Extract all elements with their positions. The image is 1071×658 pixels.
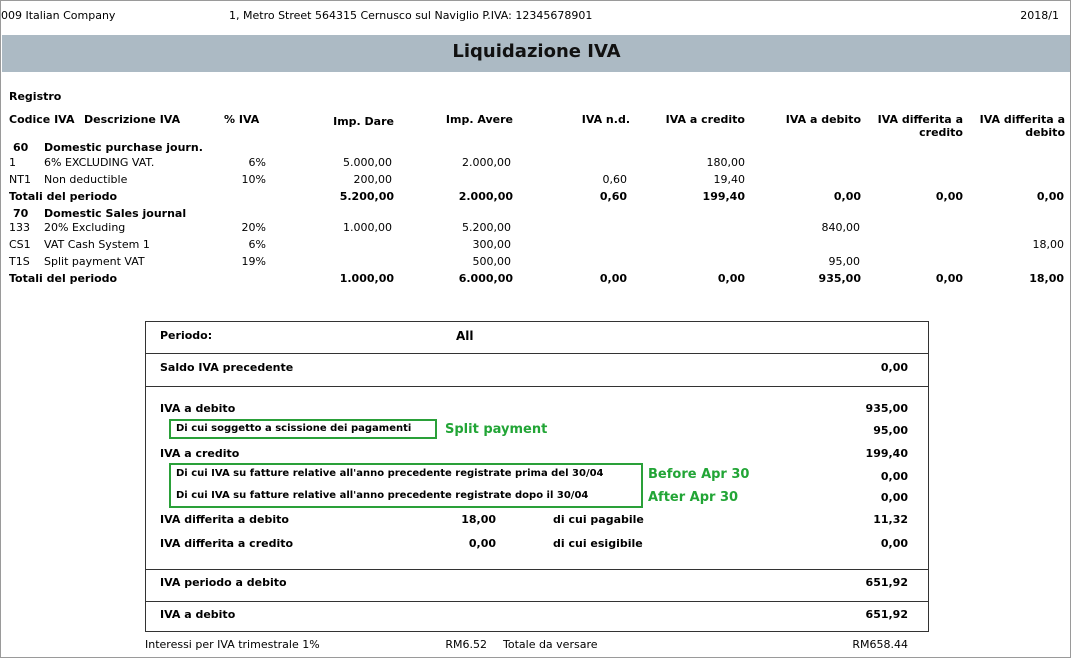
row-debito: 95,00: [828, 255, 860, 268]
interessi-value: RM6.52: [445, 638, 487, 651]
report-title: Liquidazione IVA: [452, 41, 621, 62]
row-dare: 1.000,00: [343, 221, 392, 234]
esigibile-label: di cui esigibile: [553, 537, 643, 550]
col-header-diff-credito-1: IVA differita a: [877, 113, 963, 126]
col-header-diff-debito-1: IVA differita a: [979, 113, 1065, 126]
group-code: 70: [13, 207, 29, 220]
totale-label: Totale da versare: [503, 638, 598, 651]
row-avere: 300,00: [472, 238, 511, 251]
periodo-debito-label: IVA periodo a debito: [160, 576, 287, 589]
row-desc: 20% Excluding: [44, 221, 126, 234]
col-header-credito: IVA a credito: [665, 113, 745, 126]
debito-label: IVA a debito: [160, 402, 236, 415]
row-code: T1S: [9, 255, 30, 268]
periodo-debito-value: 651,92: [865, 576, 908, 589]
col-header-pct: % IVA: [224, 113, 260, 126]
interessi-label: Interessi per IVA trimestrale 1%: [145, 638, 320, 651]
col-header-avere: Imp. Avere: [445, 113, 513, 126]
saldo-value: 0,00: [880, 361, 908, 374]
divider: [145, 386, 929, 387]
pagabile-label: di cui pagabile: [553, 513, 644, 526]
row-pct: 19%: [241, 255, 266, 268]
periodo-label: Periodo:: [160, 329, 213, 342]
row-code: 133: [9, 221, 30, 234]
debito-value: 935,00: [865, 402, 908, 415]
annotation-after: After Apr 30: [648, 490, 739, 505]
pagabile-value: 11,32: [873, 513, 908, 526]
company-address: 1, Metro Street 564315 Cernusco sul Naviglio P.IVA: 12345678901: [229, 9, 593, 22]
col-header-diff-credito-2: credito: [919, 126, 963, 139]
col-header-debito: IVA a debito: [785, 113, 861, 126]
row-credito: 19,40: [713, 173, 745, 186]
prima-value: 0,00: [880, 470, 908, 483]
total-diff-debito: 0,00: [1036, 190, 1064, 203]
report-period: 2018/1: [1020, 9, 1059, 22]
row-dare: 5.000,00: [343, 156, 392, 169]
annotation-split-payment: Split payment: [445, 422, 548, 437]
divider: [145, 601, 929, 602]
totale-value: RM658.44: [852, 638, 908, 651]
credito-value: 199,40: [865, 447, 908, 460]
col-header-desc: Descrizione IVA: [84, 113, 181, 126]
group-name: Domestic Sales journal: [44, 207, 187, 220]
row-dare: 200,00: [353, 173, 392, 186]
row-code: NT1: [9, 173, 31, 186]
total-credito: 0,00: [717, 272, 745, 285]
credito-label: IVA a credito: [160, 447, 240, 460]
company-name: 009 Italian Company: [1, 9, 116, 22]
row-pct: 10%: [241, 173, 266, 186]
diff-credito-value: 0,00: [468, 537, 496, 550]
total-dare: 1.000,00: [339, 272, 394, 285]
periodo-value: All: [456, 329, 474, 343]
row-desc: VAT Cash System 1: [44, 238, 150, 251]
row-pct: 6%: [248, 238, 266, 251]
scissione-label: Di cui soggetto a scissione dei pagamenti: [176, 423, 412, 434]
total-label: Totali del periodo: [9, 190, 118, 203]
row-credito: 180,00: [706, 156, 745, 169]
divider: [145, 569, 929, 570]
row-pct: 6%: [248, 156, 266, 169]
diff-debito-value: 18,00: [461, 513, 496, 526]
divider: [145, 631, 929, 632]
diff-debito-label: IVA differita a debito: [160, 513, 289, 526]
col-header-dare: Imp. Dare: [333, 115, 394, 128]
row-desc: Non deductible: [44, 173, 128, 186]
prima-label: Di cui IVA su fatture relative all'anno precedente registrate prima del 30/04: [176, 468, 604, 479]
row-debito: 840,00: [821, 221, 860, 234]
row-pct: 20%: [241, 221, 266, 234]
annotation-before: Before Apr 30: [648, 467, 750, 482]
total-dare: 5.200,00: [339, 190, 394, 203]
total-debito: 0,00: [833, 190, 861, 203]
row-code: 1: [9, 156, 16, 169]
col-header-code: Codice IVA: [9, 113, 75, 126]
row-avere: 500,00: [472, 255, 511, 268]
total-credito: 199,40: [702, 190, 745, 203]
row-avere: 5.200,00: [462, 221, 511, 234]
dopo-label: Di cui IVA su fatture relative all'anno precedente registrate dopo il 30/04: [176, 490, 589, 501]
total-diff-credito: 0,00: [935, 190, 963, 203]
dopo-value: 0,00: [880, 491, 908, 504]
divider: [145, 353, 929, 354]
diff-credito-label: IVA differita a credito: [160, 537, 294, 550]
row-avere: 2.000,00: [462, 156, 511, 169]
saldo-label: Saldo IVA precedente: [160, 361, 294, 374]
final-debito-label: IVA a debito: [160, 608, 236, 621]
total-nd: 0,60: [599, 190, 627, 203]
col-header-diff-debito-2: debito: [1025, 126, 1065, 139]
row-code: CS1: [9, 238, 31, 251]
col-header-nd: IVA n.d.: [581, 113, 630, 126]
row-diff-debito: 18,00: [1032, 238, 1064, 251]
total-avere: 2.000,00: [458, 190, 513, 203]
total-nd: 0,00: [599, 272, 627, 285]
total-avere: 6.000,00: [458, 272, 513, 285]
total-label: Totali del periodo: [9, 272, 118, 285]
row-desc: 6% EXCLUDING VAT.: [44, 156, 155, 169]
esigibile-value: 0,00: [880, 537, 908, 550]
group-code: 60: [13, 141, 29, 154]
scissione-value: 95,00: [873, 424, 908, 437]
total-diff-debito: 18,00: [1029, 272, 1064, 285]
final-debito-value: 651,92: [865, 608, 908, 621]
row-nd: 0,60: [602, 173, 627, 186]
total-debito: 935,00: [818, 272, 861, 285]
group-name: Domestic purchase journ.: [44, 141, 203, 154]
row-desc: Split payment VAT: [44, 255, 145, 268]
total-diff-credito: 0,00: [935, 272, 963, 285]
register-label: Registro: [9, 90, 62, 103]
